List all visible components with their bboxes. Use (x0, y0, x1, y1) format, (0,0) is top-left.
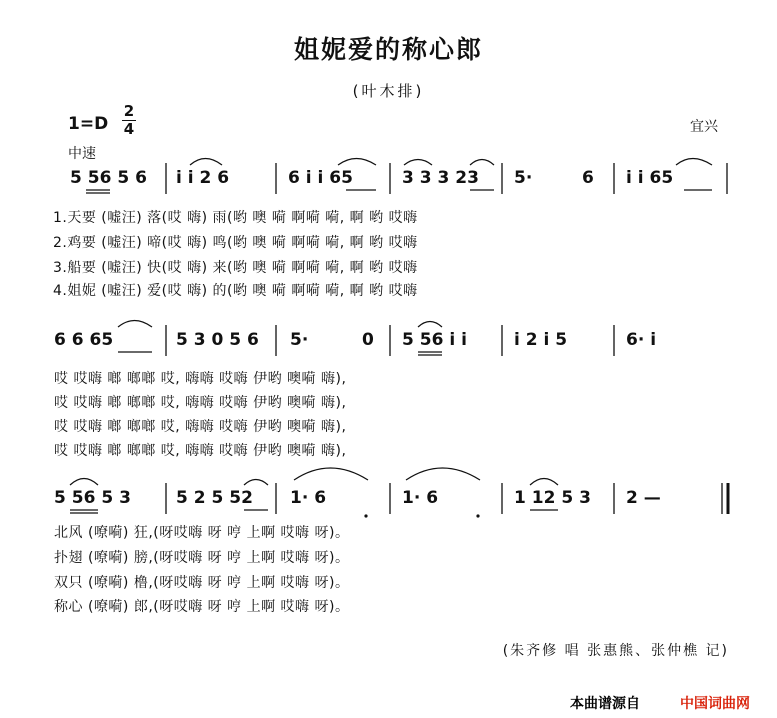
measure: i 2 i 5 (514, 330, 568, 350)
time-signature-top: 2 (123, 102, 135, 120)
lyric-line-3-1: 北风 (嘹嗬) 狂,(呀哎嗨 呀 哼 上啊 哎嗨 呀)。 (54, 525, 350, 541)
lower-octave-dot (476, 514, 479, 517)
measure: 1· 6 (402, 488, 439, 508)
measure: 5 56 5 3 (54, 488, 131, 508)
slur (118, 321, 152, 328)
tempo-marking: 中速 (68, 146, 96, 162)
measure: 5 56 i i (402, 330, 467, 350)
region-label: 宜兴 (690, 119, 718, 135)
song-title: 姐妮爱的称心郎 (293, 35, 483, 64)
measure: 6 6 65 (54, 330, 114, 350)
lyric-line-3-2: 扑翅 (嘹嗬) 膀,(呀哎嗨 呀 哼 上啊 哎嗨 呀)。 (54, 550, 350, 566)
lyric-line-2-2: 哎 哎嗨 啷 啷啷 哎, 嗨嗨 哎嗨 伊哟 噢嗬 嗨), (54, 395, 347, 411)
source-label: 本曲谱源自 (570, 696, 640, 712)
measure: 6 i i 65 (288, 168, 353, 188)
tie (294, 468, 368, 480)
lyric-line-3-3: 双只 (嘹嗬) 橹,(呀哎嗨 呀 哼 上啊 哎嗨 呀)。 (54, 575, 350, 591)
slur (530, 479, 558, 486)
key-signature: 1=D (68, 114, 109, 134)
performer-credit: (朱齐修 唱 张惠熊、张仲樵 记) (502, 643, 729, 659)
slur (676, 159, 712, 166)
song-subtitle: (叶木排) (352, 82, 425, 100)
measure: 5· (514, 168, 533, 188)
measure: 6 (582, 168, 594, 188)
measure: 0 (362, 330, 374, 350)
measure: i i 65 (626, 168, 674, 188)
lyric-line-1-2: 2.鸡要 (嘘汪) 啼(哎 嗨) 鸣(哟 噢 嗬 啊嗬 嗬, 啊 哟 哎嗨 (53, 235, 418, 251)
measure: i i 2 6 (176, 168, 230, 188)
slur (190, 159, 222, 166)
slur (418, 322, 442, 328)
tie (406, 468, 480, 480)
slur (470, 160, 494, 166)
lyric-line-2-1: 哎 哎嗨 啷 啷啷 哎, 嗨嗨 哎嗨 伊哟 噢嗬 嗨), (54, 371, 347, 387)
measure: 1· 6 (290, 488, 327, 508)
measure: 2 — (626, 488, 661, 508)
time-signature-bottom: 4 (123, 120, 135, 138)
lower-octave-dot (364, 514, 367, 517)
measure: 5 56 5 6 (70, 168, 147, 188)
measure: 3 3 3 23 (402, 168, 479, 188)
lyric-line-1-1: 1.天要 (嘘汪) 落(哎 嗨) 雨(哟 噢 嗬 啊嗬 嗬, 啊 哟 哎嗨 (53, 210, 418, 226)
measure: 5 2 5 52 (176, 488, 253, 508)
lyric-line-2-3: 哎 哎嗨 啷 啷啷 哎, 嗨嗨 哎嗨 伊哟 噢嗬 嗨), (54, 419, 347, 435)
measure: 6· i (626, 330, 657, 350)
lyric-line-1-3: 3.船要 (嘘汪) 快(哎 嗨) 来(哟 噢 嗬 啊嗬 嗬, 啊 哟 哎嗨 (53, 260, 418, 276)
slur (244, 480, 268, 486)
measure: 5· (290, 330, 309, 350)
source-site-link[interactable]: 中国词曲网 (680, 696, 750, 712)
slur (70, 479, 98, 486)
measure: 5 3 0 5 6 (176, 330, 259, 350)
slur (404, 160, 432, 166)
lyric-line-1-4: 4.姐妮 (嘘汪) 爱(哎 嗨) 的(哟 噢 嗬 啊嗬 嗬, 啊 哟 哎嗨 (53, 283, 418, 299)
measure: 1 12 5 3 (514, 488, 591, 508)
slur (338, 159, 376, 166)
lyric-line-2-4: 哎 哎嗨 啷 啷啷 哎, 嗨嗨 哎嗨 伊哟 噢嗬 嗨), (54, 443, 347, 459)
lyric-line-3-4: 称心 (嘹嗬) 郎,(呀哎嗨 呀 哼 上啊 哎嗨 呀)。 (54, 599, 350, 615)
